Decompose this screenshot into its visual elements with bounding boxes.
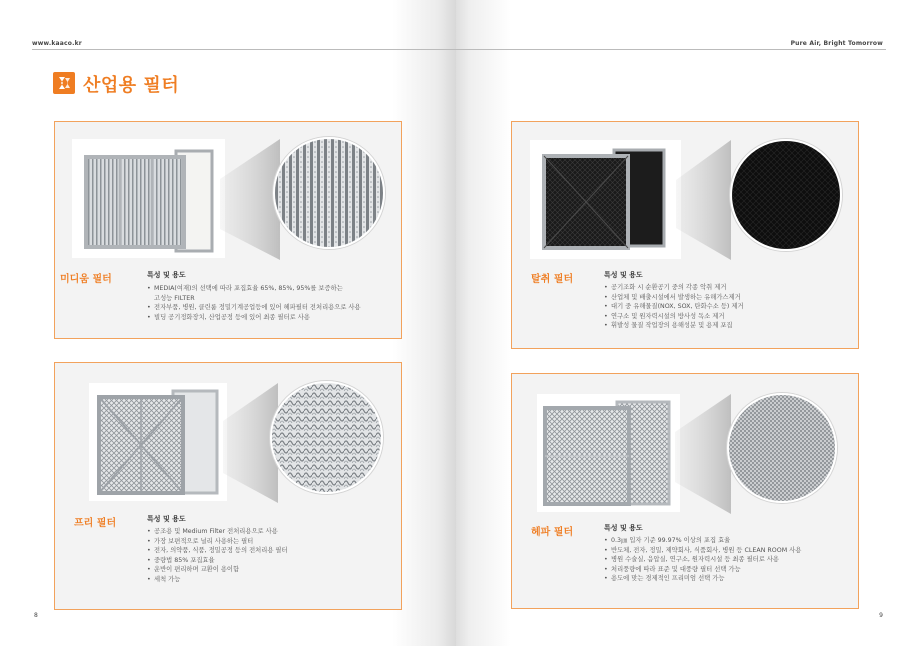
deodorizing-filter-panel — [511, 121, 859, 349]
list-item: • 반도체, 전자, 정밀, 제약회사, 식품회사, 병원 등 CLEAN ROOM 사용 — [604, 546, 856, 556]
pre-filter-panel — [54, 362, 402, 610]
list-item: • 대기 중 유해물질(NOX, SOX, 탄화수소 등) 제거 — [604, 302, 854, 312]
medium-filter-photo — [72, 139, 225, 258]
feature-heading: 특성 및 용도 — [147, 515, 186, 523]
slogan: Pure Air, Bright Tomorrow — [790, 40, 883, 47]
list-item: • 병원 수술실, 음압실, 연구소, 원자력시설 등 최종 필터로 사용 — [604, 555, 856, 565]
page-number: 9 — [879, 612, 883, 619]
feature-heading: 특성 및 용도 — [147, 271, 186, 279]
list-item: • 공기조화 시 순환공기 중의 각종 악취 제거 — [604, 283, 854, 293]
deodorizing-filter-closeup — [730, 139, 842, 251]
page-number: 8 — [34, 612, 38, 619]
page-title: 산업용 필터 — [83, 75, 180, 96]
right-page — [456, 0, 913, 646]
list-item: • MEDIA(여재)의 선택에 따라 포집효율 65%, 85%, 95%를 보증하는 고성능 FILTER — [147, 284, 397, 303]
filter-name: 미디움 필터 — [60, 274, 112, 285]
list-item: • 전자, 의약품, 식품, 정밀공정 등의 전처리용 필터 — [147, 546, 397, 556]
hepa-filter-photo — [537, 394, 680, 512]
list-item: • 처리풍량에 따라 표준 및 대풍량 필터 선택 가능 — [604, 565, 856, 575]
filter-name: 헤파 필터 — [531, 527, 574, 538]
list-item: • 0.3㎛ 입자 기준 99.97% 이상의 포집 효율 — [604, 536, 856, 546]
feature-heading: 특성 및 용도 — [604, 271, 643, 279]
list-item: • 운반이 편리하며 교환이 용이함 — [147, 565, 397, 575]
feature-heading: 특성 및 용도 — [604, 524, 643, 532]
left-page — [0, 0, 456, 646]
feature-list — [147, 284, 397, 322]
list-item: • 중량법 85% 포집효율 — [147, 556, 397, 566]
header-rule — [32, 49, 456, 50]
list-item: • 공조용 및 Medium Filter 전처리용으로 사용 — [147, 527, 397, 537]
list-item: • 산업체 및 배출시설에서 발생하는 유해가스제거 — [604, 293, 854, 303]
list-item: • 세척 가능 — [147, 575, 397, 585]
medium-filter-panel — [54, 121, 402, 339]
website-url: www.kaaco.kr — [32, 40, 82, 47]
feature-list — [604, 536, 856, 584]
list-item: • 휘발성 물질 작업장의 용해성분 및 용제 포집 — [604, 321, 854, 331]
list-item: • 전자부품, 병원, 클린룸 정밀기계공업등에 있어 헤파필터 전처리용으로 사용 — [147, 303, 397, 313]
hepa-filter-closeup — [727, 393, 837, 503]
list-item: • 빌딩 공기정화장치, 산업공정 등에 있어 최종 필터로 사용 — [147, 313, 397, 323]
pre-filter-closeup — [270, 381, 383, 494]
hepa-filter-panel — [511, 373, 859, 609]
pre-filter-photo — [89, 383, 227, 501]
deodorizing-filter-photo — [530, 140, 681, 259]
filter-name: 탈취 필터 — [531, 274, 574, 285]
list-item: • 연구소 및 원자력시설의 방사성 독소 제거 — [604, 312, 854, 322]
header-rule — [456, 49, 886, 50]
feature-list — [147, 527, 397, 585]
filter-name: 프리 필터 — [74, 518, 117, 529]
list-item: • 용도에 맞는 경제적인 프리미엄 선택 가능 — [604, 574, 856, 584]
company-logo-icon — [53, 72, 75, 94]
list-item: • 가장 보편적으로 널리 사용하는 필터 — [147, 537, 397, 547]
feature-list — [604, 283, 854, 331]
medium-filter-closeup — [273, 137, 385, 249]
